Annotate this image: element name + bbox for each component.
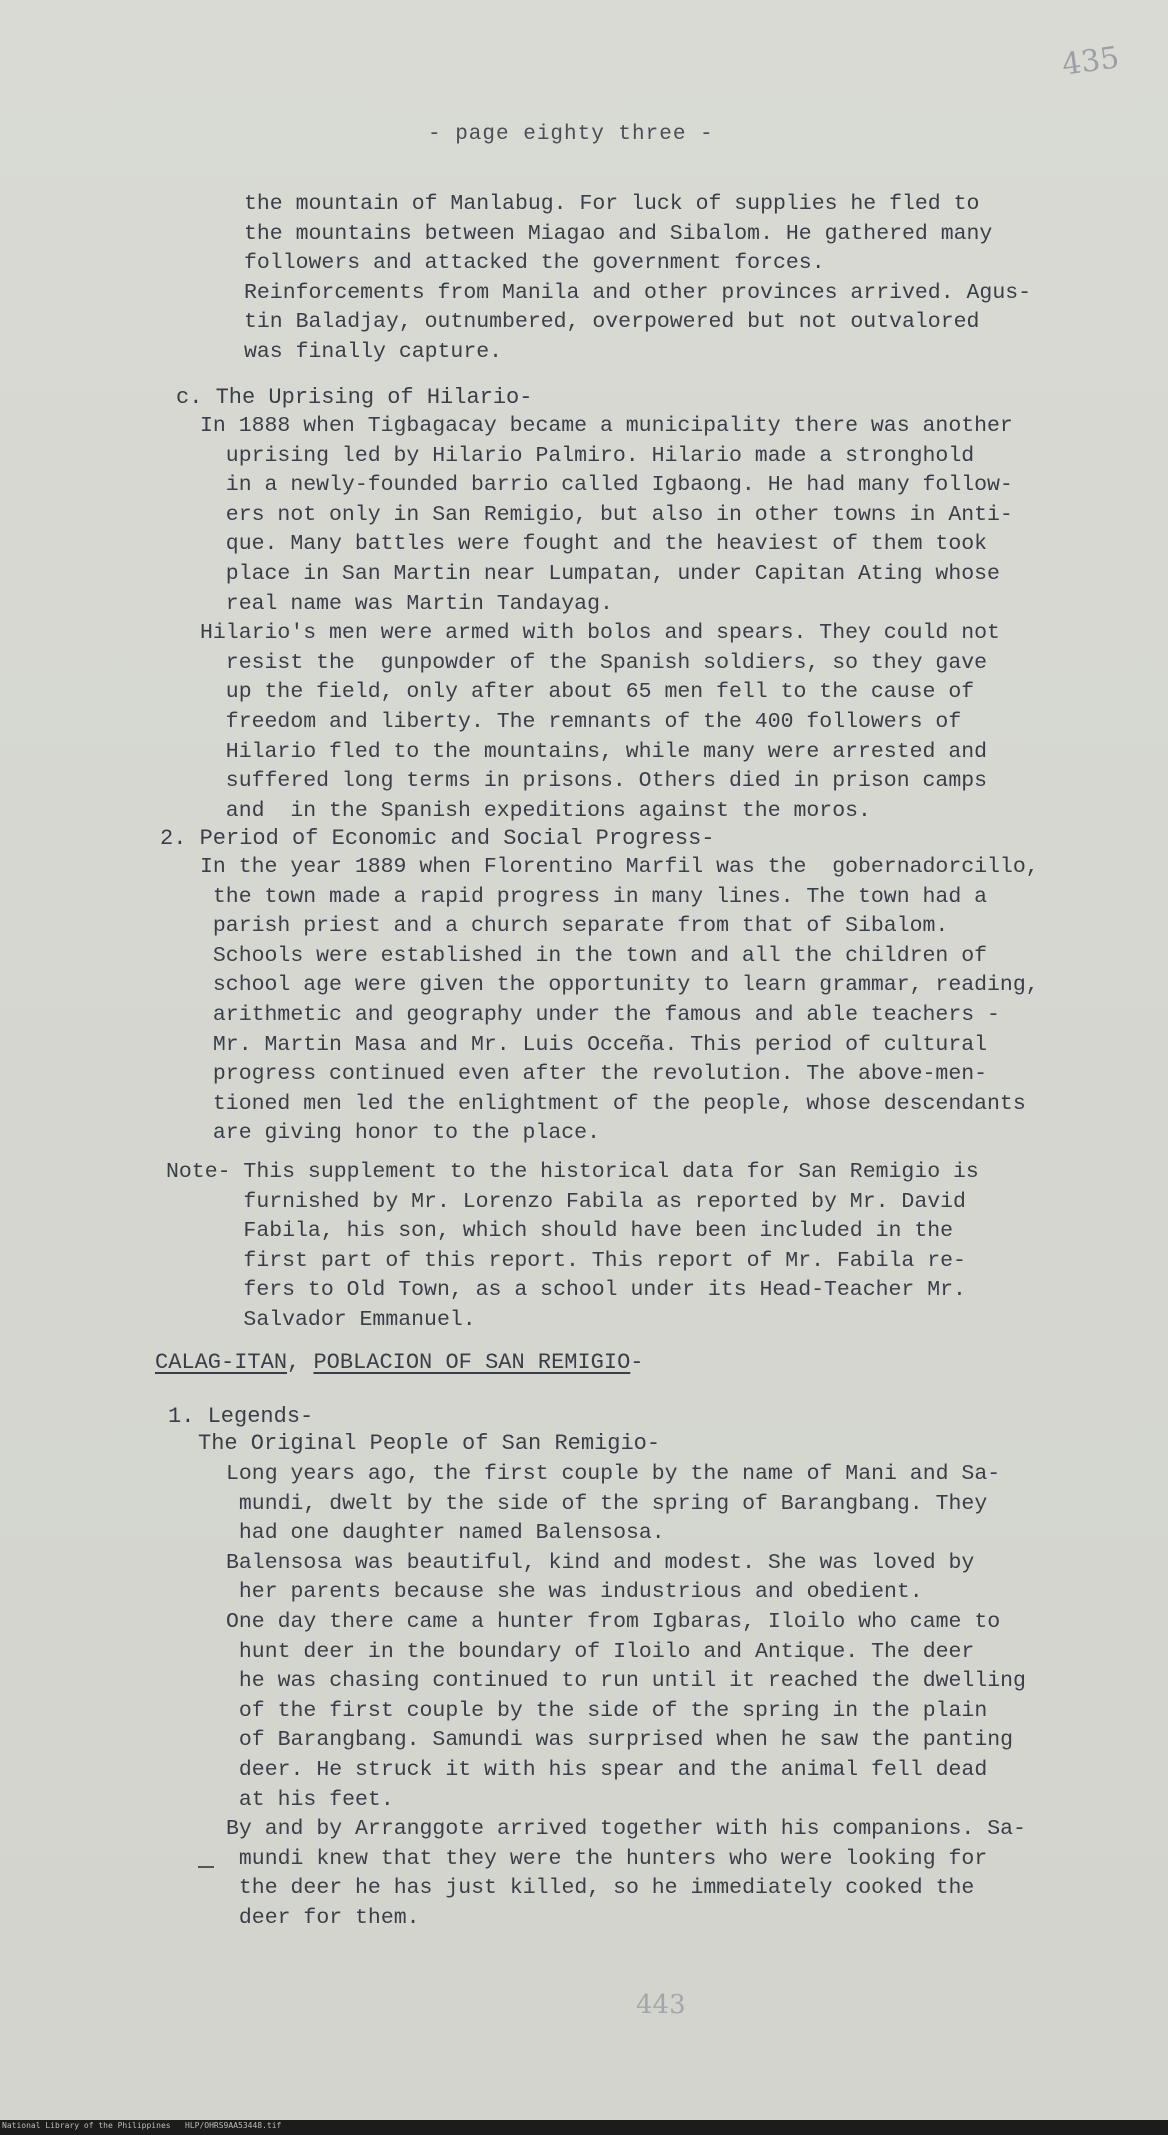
calag-itan-title-end: - (630, 1350, 644, 1375)
note-paragraph: Note- This supplement to the historical data for San Remigio is furnished by Mr. Lorenzo Fabila as reported by Mr. David Fabila, his son, which should have been included in the first part of this report. This report of Mr. Fabila re- fers to Old Town, as a school under its Head-Teacher Mr. Salvador Emmanuel. (166, 1160, 979, 1332)
calag-itan-title (155, 1350, 644, 1375)
hilario-heading: c. The Uprising of Hilario- (176, 385, 533, 410)
hilario-paragraph: In 1888 when Tigbagacay became a municipality there was another uprising led by Hilario Palmiro. Hilario made a stronghold in a newly-founded barrio called Igbaong. He had many follow- ers not only in San Remigio, but also in other towns in Anti- que. Many battles were fought and the heaviest of them took place in San Martin near Lumpatan, under Capitan Ating whose real name was Martin Tandayag. Hilario's men were armed with bolos and spears. They could not resist the gunpowder of the Spanish soldiers, so they gave up the field, only after about 65 men fell to the cause of freedom and liberty. The remnants of the 400 followers of Hilario fled to the mountains, while many were arrested and suffered long terms in prisons. Others died in prison camps and in the Spanish expeditions against the moros. (200, 414, 1013, 823)
handwritten-page-number: 435 (1059, 40, 1122, 83)
margin-dash (198, 1866, 214, 1868)
calag-itan-title-part1: CALAG-ITAN (155, 1350, 288, 1375)
original-people-heading: The Original People of San Remigio- (198, 1431, 661, 1456)
period-heading: 2. Period of Economic and Social Progress- (160, 826, 715, 851)
legend-paragraph: Long years ago, the first couple by the name of Mani and Sa- mundi, dwelt by the side of the spring of Barangbang. They had one daughter named Balensosa. Balensosa was beautiful, kind and modest. She was loved by her parents because she was industrious and obedient. One day there came a hunter from Igbaras, Iloilo who came to hunt deer in the boundary of Iloilo and Antique. The deer he was chasing continued to run until it reached the dwelling of the first couple by the side of the spring in the plain of Barangbang. Samundi was surprised when he saw the panting deer. He struck it with his spear and the animal fell dead at his feet. By and by Arranggote arrived together with his companions. Sa- mundi knew that they were the hunters who were looking for the deer he has just killed, so he immediately cooked the deer for them. (226, 1462, 1026, 1930)
baladjay-paragraph: the mountain of Manlabug. For luck of supplies he fled to the mountains between Miagao and Sibalom. He gathered many followers and attacked the government forces. Reinforcements from Manila and other provinces arrived. Agus- tin Baladjay, outnumbered, overpowered but not outvalored was finally capture. (244, 192, 1032, 364)
handwritten-footer-number: 443 (636, 1990, 686, 2020)
legends-heading: 1. Legends- (168, 1404, 314, 1429)
calag-itan-title-part2: POBLACION OF SAN REMIGIO (313, 1350, 631, 1375)
calag-itan-title-sep: , (287, 1350, 314, 1375)
period-paragraph: In the year 1889 when Florentino Marfil was the gobernadorcillo, the town made a rapid progress in many lines. The town had a parish priest and a church separate from that of Sibalom. Schools were established in the town and all the children of school age were given the opportunity to learn grammar, reading, arithmetic and geography under the famous and able teachers - Mr. Martin Masa and Mr. Luis Occeña. This period of cultural progress continued even after the revolution. The above-men- tioned men led the enlightment of the people, whose descendants are giving honor to the place. (200, 855, 1039, 1146)
page-header: - page eighty three - (428, 123, 714, 146)
archive-strip-text: National Library of the Philippines HLP/OHRS9AA53448.tif (2, 2121, 282, 2130)
